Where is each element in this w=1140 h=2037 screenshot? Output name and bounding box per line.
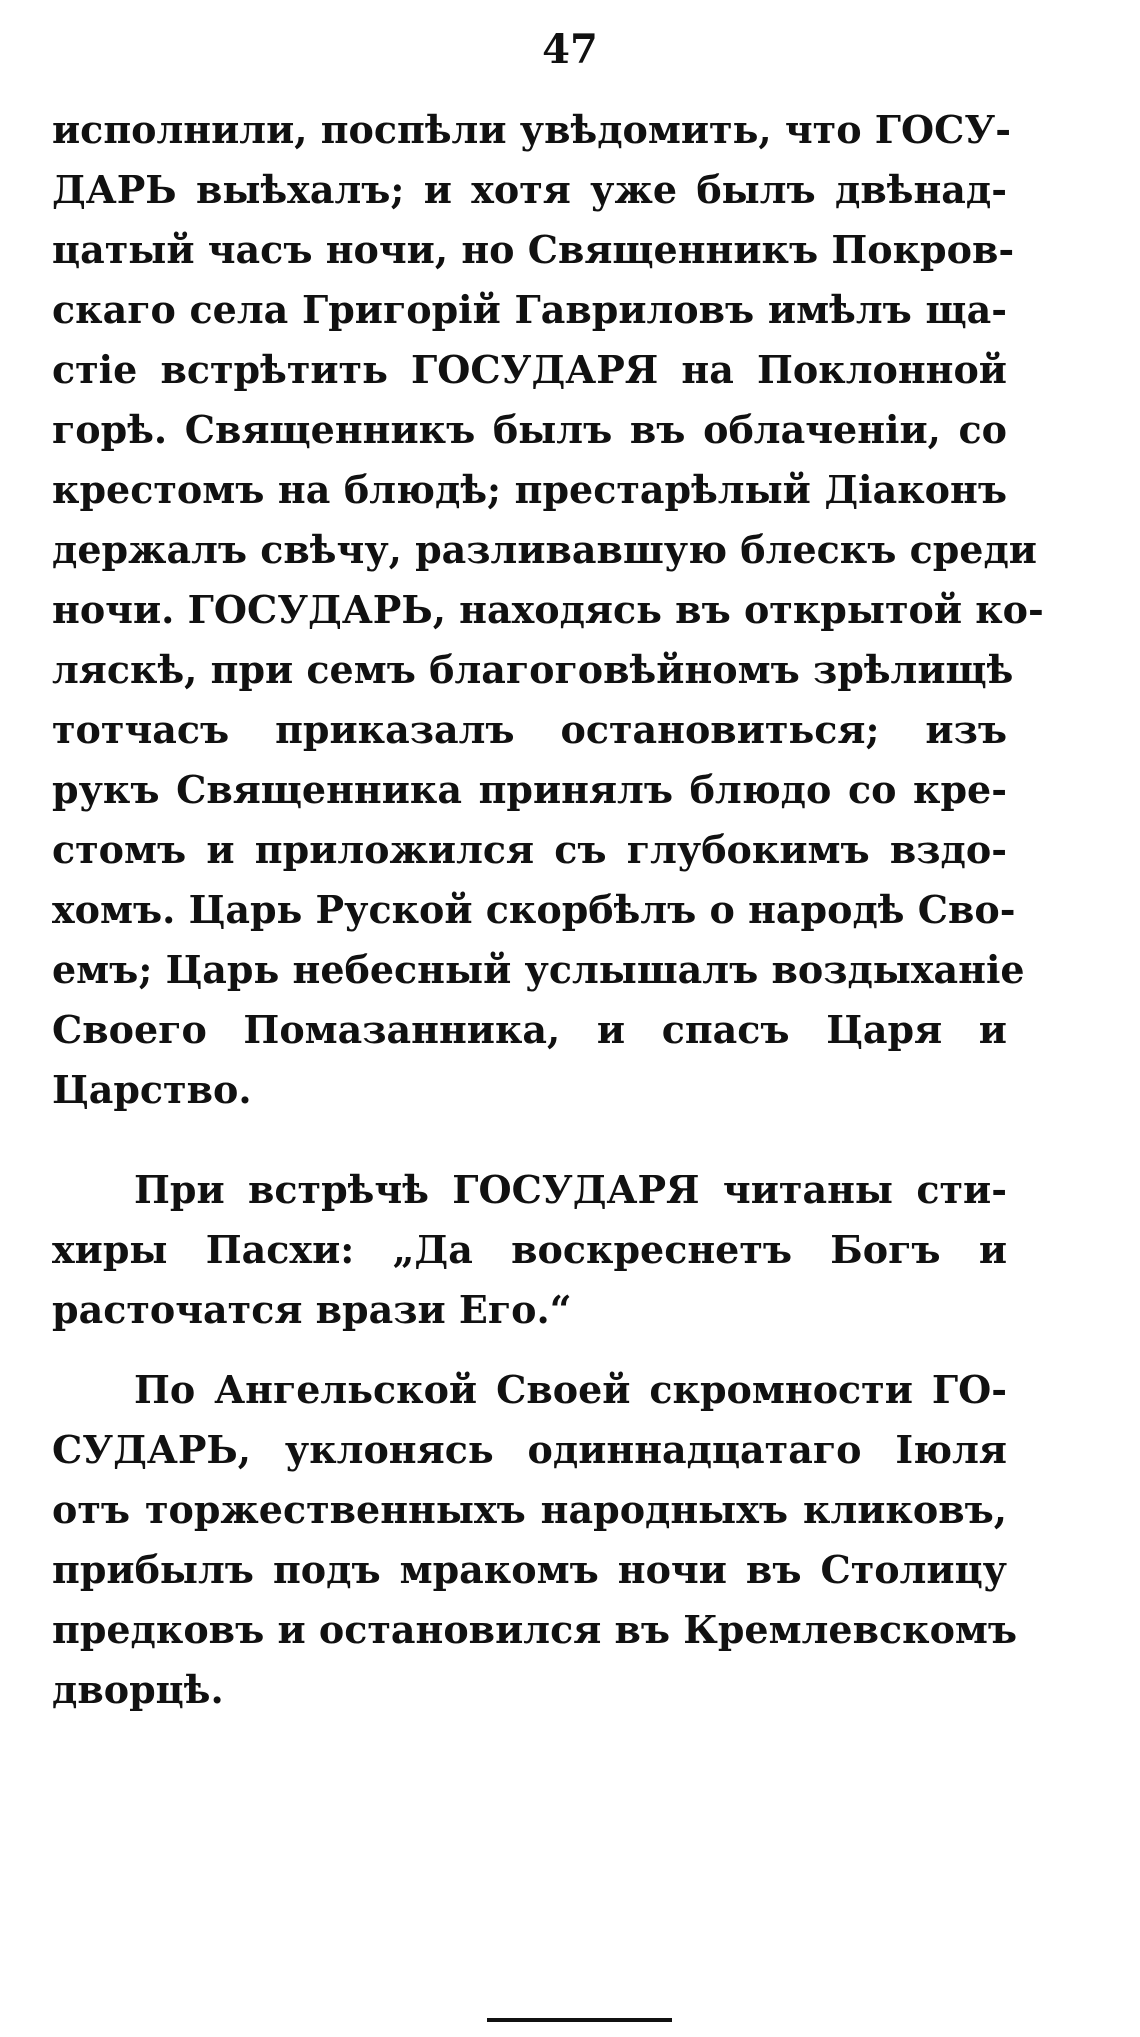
text-line: ночи. ГОСУДАРЬ, находясь въ открытой ко- [52,587,1044,632]
text-line: рукъ Священника принялъ блюдо со кре- [52,767,1007,812]
paragraph-2 [52,1160,1007,1340]
text-line: горѣ. Священникъ былъ въ облаченіи, со [52,407,1007,452]
text-line: ДАРЬ выѣхалъ; и хотя уже былъ двѣнад- [52,167,1007,212]
text-line: СУДАРЬ, уклонясь одиннадцатаго Іюля [52,1427,1007,1472]
text-line: прибылъ подъ мракомъ ночи въ Столицу [52,1547,1007,1592]
text-line: крестомъ на блюдѣ; престарѣлый Діаконъ [52,467,1007,512]
text-line: При встрѣчѣ ГОСУДАРЯ читаны сти- [134,1167,1007,1212]
text-line: хомъ. Царь Руской скорбѣлъ о народѣ Сво- [52,887,1016,932]
paragraph-1 [52,100,1044,1120]
footer-rule [487,2018,672,2022]
text-line: дворцѣ. [52,1667,224,1712]
page-number: 47 [542,26,598,73]
text-line: предковъ и остановился въ Кремлевскомъ [52,1607,1018,1652]
text-line: отъ торжественныхъ народныхъ кликовъ, [52,1487,1007,1532]
text-line: расточатся врази Его.“ [52,1287,572,1332]
text-line: стомъ и приложился съ глубокимъ вздо- [52,827,1007,872]
text-line: Царство. [52,1067,252,1112]
text-line: держалъ свѣчу, разливавшую блескъ среди [52,527,1037,572]
text-line: емъ; Царь небесный услышалъ воздыханіе [52,947,1025,992]
text-line: исполнили, поспѣли увѣдомить, что ГОСУ- [52,107,1011,152]
text-line: Своего Помазанника, и спасъ Царя и [52,1007,1007,1052]
text-line: тотчасъ приказалъ остановиться; изъ [52,707,1007,752]
text-line: стіе встрѣтить ГОСУДАРЯ на Поклонной [52,347,1007,392]
text-line: скаго села Григорій Гавриловъ имѣлъ ща- [52,287,1007,332]
text-line: хиры Пасхи: „Да воскреснетъ Богъ и [52,1227,1007,1272]
text-line: цатый часъ ночи, но Священникъ Покров- [52,227,1015,272]
text-line: По Ангельской Своей скромности ГО- [134,1367,1007,1412]
paragraph-3 [52,1360,1018,1720]
text-line: ляскѣ, при семъ благоговѣйномъ зрѣлищѣ [52,647,1014,692]
